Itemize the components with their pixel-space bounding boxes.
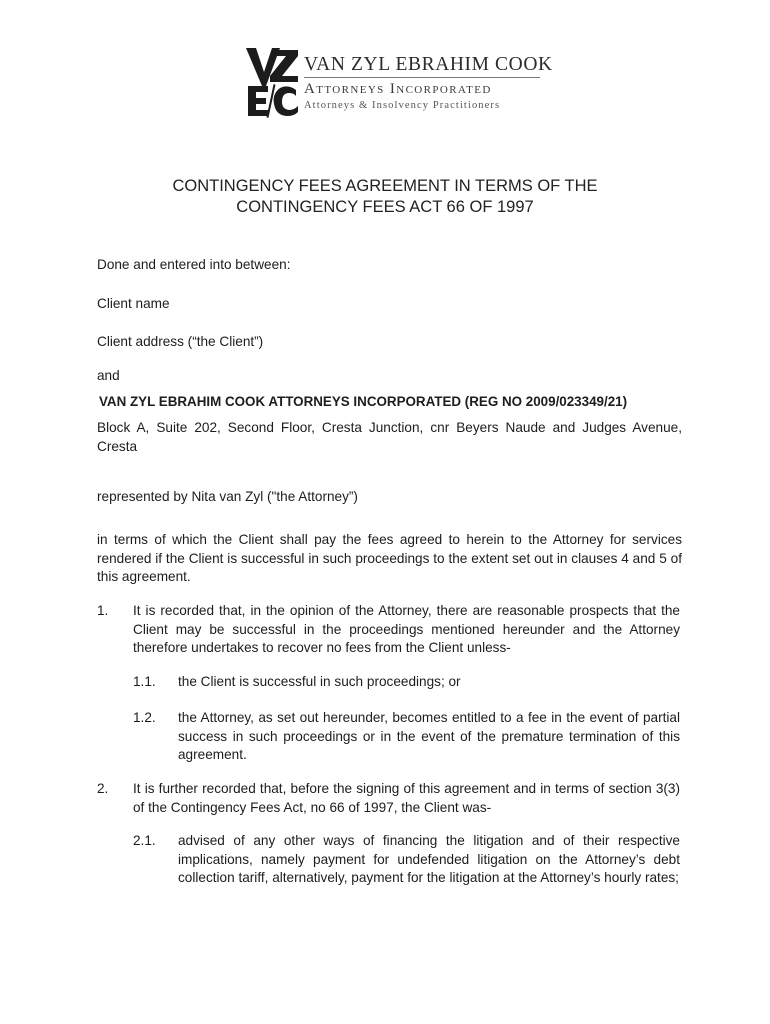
clause-2-1-number: 2.1. [133, 833, 156, 848]
firm-type: Attorneys Incorporated [304, 81, 492, 97]
client-name: Client name [97, 296, 170, 311]
clause-1-1-text: the Client is successful in such proceedings; or [178, 674, 461, 689]
title-line-1: CONTINGENCY FEES AGREEMENT IN TERMS OF THE [172, 177, 598, 195]
firm-logo [244, 42, 553, 126]
client-address: Client address (“the Client”) [97, 334, 264, 349]
clause-2-number: 2. [97, 781, 109, 796]
clause-1-number: 1. [97, 603, 109, 618]
intro-and: and [97, 368, 120, 383]
firm-registration: VAN ZYL EBRAHIM COOK ATTORNEYS INCORPORATED (REG NO 2009/023349/21) [99, 394, 628, 409]
title-line-2: CONTINGENCY FEES ACT 66 OF 1997 [236, 198, 534, 216]
firm-subtitle: Attorneys & Insolvency Practitioners [304, 100, 501, 111]
clause-1-text: It is recorded that, in the opinion of the Attorney, there are reasonable prospects that the Client may be successful in the proceedings mentioned hereunder and the Attorney therefore undertakes to recover no fees from the Client unless- [133, 603, 680, 655]
represented-by: represented by Nita van Zyl ("the Attorney”) [97, 489, 358, 504]
clause-1-1-number: 1.1. [133, 674, 156, 689]
clause-1-2-number: 1.2. [133, 710, 156, 725]
clause-2-text: It is further recorded that, before the signing of this agreement and in terms of section 3(3) of the Contingency Fees Act, no 66 of 1997, the Client was- [133, 781, 680, 815]
firm-address: Block A, Suite 202, Second Floor, Cresta Junction, cnr Beyers Naude and Judges Avenue, Cresta [97, 420, 682, 454]
clause-2-1-text: advised of any other ways of financing the litigation and of their respective implications, namely payment for undefended litigation on the Attorney’s debt collection tariff, alternatively, payment for the litigation at the Attorney’s hourly rates; [178, 833, 680, 885]
firm-logo-text [304, 54, 553, 114]
logo-divider [304, 77, 540, 78]
clause-1-2-text: the Attorney, as set out hereunder, becomes entitled to a fee in the event of partial success in such proceedings or in the event of the premature termination of this agreement. [178, 710, 680, 762]
intro-done: Done and entered into between: [97, 257, 291, 272]
monogram-logo-icon [244, 42, 300, 120]
firm-name: VAN ZYL EBRAHIM COOK [304, 54, 553, 75]
terms-paragraph: in terms of which the Client shall pay the fees agreed to herein to the Attorney for services rendered if the Client is successful in such proceedings to the extent set out in clauses 4 and 5 of this agreement. [97, 532, 682, 584]
document-title [100, 176, 670, 218]
